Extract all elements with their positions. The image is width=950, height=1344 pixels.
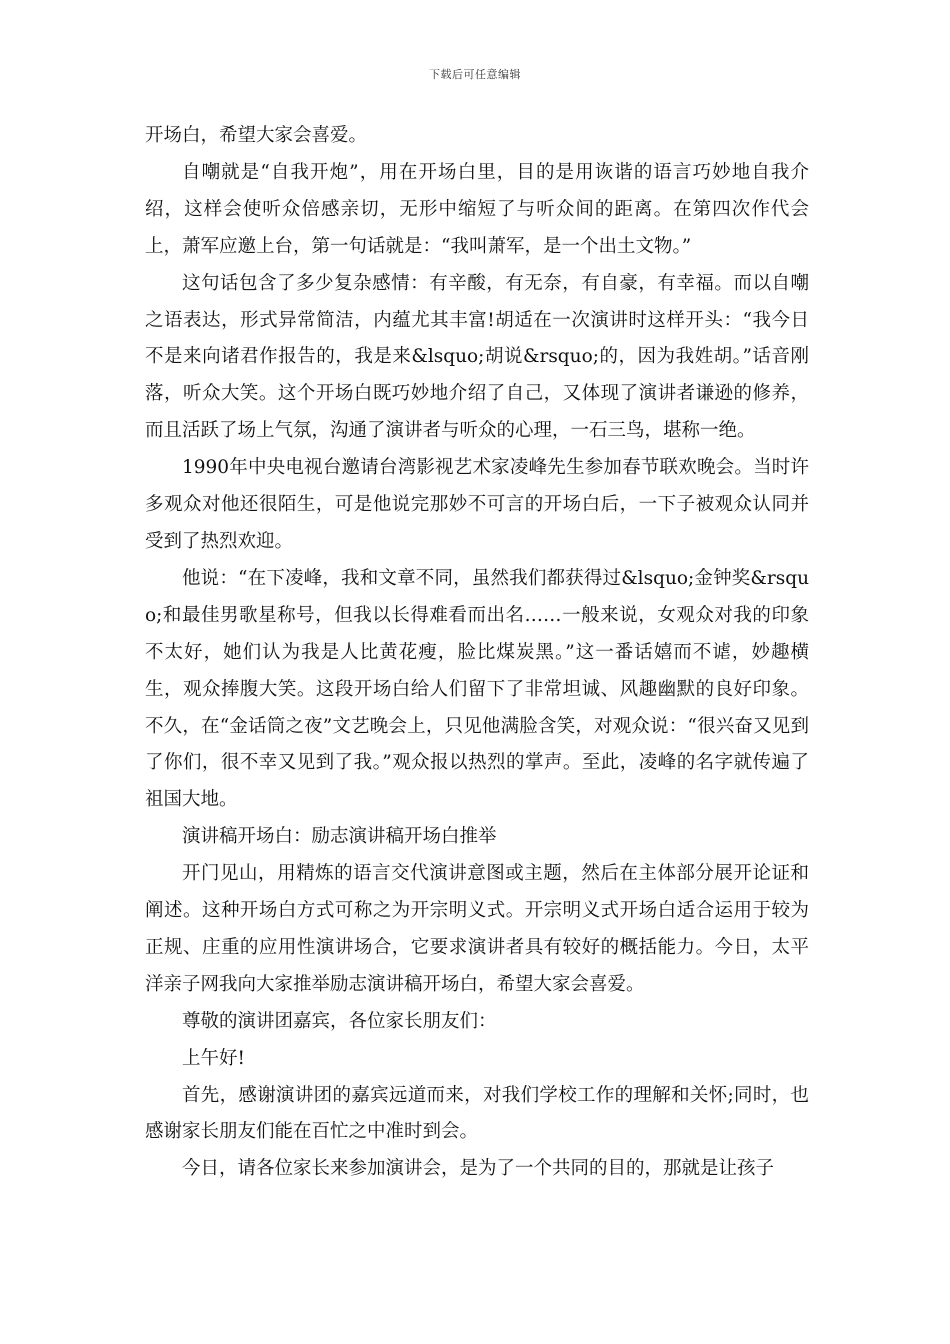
salutation: 尊敬的演讲团嘉宾，各位家长朋友们： [182,1010,497,1032]
paragraph: 今日，请各位家长来参加演讲会，是为了一个共同的目的，那就是让孩子 [182,1158,775,1180]
paragraph: 首先，感谢演讲团的嘉宾远道而来，对我们学校工作的理解和关怀;同时，也感谢家长朋友们能在百忙之中准时到会。 [145,1084,809,1143]
paragraph: 1990年中央电视台邀请台湾影视艺术家凌峰先生参加春节联欢晚会。当时许多观众对他还很陌生，可是他说完那妙不可言的开场白后，一下子被观众认同并受到了热烈欢迎。 [145,457,809,552]
page-header: 下载后可任意编辑 [429,68,521,81]
paragraph: 自嘲就是“自我开炮”，用在开场白里，目的是用诙谐的语言巧妙地自我介绍，这样会使听众倍感亲切，无形中缩短了与听众间的距离。在第四次作代会上，萧军应邀上台，第一句话就是：“我叫萧军，是一个出土文物。” [145,161,809,257]
section-heading: 演讲稿开场白：励志演讲稿开场白推举 [182,826,497,848]
document-body [145,118,809,1188]
greeting: 上午好! [182,1047,245,1069]
paragraph: 开门见山，用精炼的语言交代演讲意图或主题，然后在主体部分展开论证和阐述。这种开场白方式可称之为开宗明义式。开宗明义式开场白适合运用于较为正规、庄重的应用性演讲场合，它要求演讲者具有较好的概括能力。今日，太平洋亲子网我向大家推举励志演讲稿开场白，希望大家会喜爱。 [145,863,809,995]
paragraph: 他说：“在下凌峰，我和文章不同，虽然我们都获得过&lsquo;金钟奖&rsquo;和最佳男歌星称号，但我以长得难看而出名……一般来说，女观众对我的印象不太好，她们认为我是人比黄花瘦，脸比煤炭黑。”这一番话嬉而不谑，妙趣横生，观众捧腹大笑。这段开场白给人们留下了非常坦诚、风趣幽默的良好印象。不久，在“金话筒之夜”文艺晚会上，只见他满脸含笑，对观众说：“很兴奋又见到了你们，很不幸又见到了我。”观众报以热烈的掌声。至此，凌峰的名字就传遍了祖国大地。 [145,567,809,811]
paragraph: 这句话包含了多少复杂感情：有辛酸，有无奈，有自豪，有幸福。而以自嘲之语表达，形式异常简洁，内蕴尤其丰富!胡适在一次演讲时这样开头：“我今日不是来向诸君作报告的，我是来&lsquo;胡说&rsquo;的，因为我姓胡。”话音刚落，听众大笑。这个开场白既巧妙地介绍了自己，又体现了演讲者谦逊的修养，而且活跃了场上气氛，沟通了演讲者与听众的心理，一石三鸟，堪称一绝。 [145,272,809,442]
paragraph: 开场白，希望大家会喜爱。 [145,125,368,146]
